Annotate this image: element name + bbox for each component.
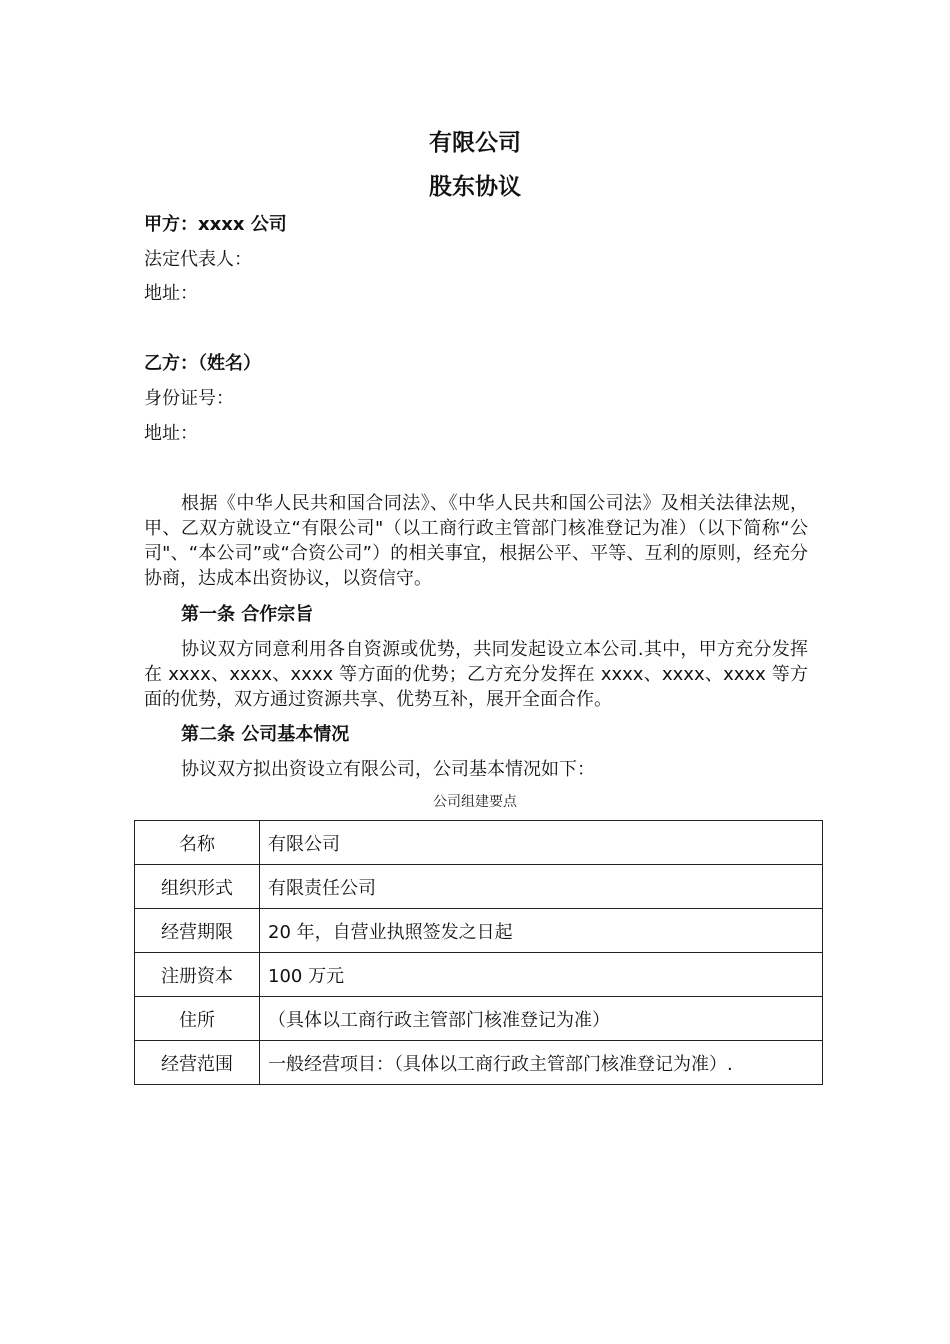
document-title-company: 有限公司 [429,130,521,156]
party-b-address: 地址： [144,423,198,444]
table-row [135,865,823,909]
table-row [135,909,823,953]
row-key-capital: 注册资本 [135,953,260,997]
row-key-domicile: 住所 [135,997,260,1041]
article-1-body: 协议双方同意利用各自资源或优势，共同发起设立本公司.其中，甲方充分发挥在 xxxx、xxxx、xxxx 等方面的优势；乙方充分发挥在 xxxx、xxxx、xxxx 等方面的优势，双方通过资源共享、优势互补，展开全面合作。 [144,639,808,710]
party-b-heading: 乙方：（姓名） [144,353,261,374]
table-caption: 公司组建要点 [433,794,517,810]
row-value-scope: 一般经营项目：（具体以工商行政主管部门核准登记为准）. [260,1041,823,1085]
party-b-id-number: 身份证号： [144,388,234,409]
table-row [135,953,823,997]
table-row [135,821,823,865]
row-key-term: 经营期限 [135,909,260,953]
table-row [135,1041,823,1085]
document-title-agreement: 股东协议 [429,174,521,200]
row-key-scope: 经营范围 [135,1041,260,1085]
table-row [135,997,823,1041]
row-value-term: 20 年，自营业执照签发之日起 [260,909,823,953]
row-value-capital: 100 万元 [260,953,823,997]
party-a-legal-rep: 法定代表人： [144,249,252,270]
article-2-heading: 第二条 公司基本情况 [181,724,350,745]
company-info-table [134,820,823,1085]
row-key-org-form: 组织形式 [135,865,260,909]
preamble-paragraph: 根据《中华人民共和国合同法》、《中华人民共和国公司法》及相关法律法规，甲、乙双方就设立“有限公司"（以工商行政主管部门核准登记为准）（以下简称“公司"、“本公司”或“合资公司”）的相关事宜，根据公平、平等、互利的原则，经充分协商，达成本出资协议，以资信守。 [144,493,808,589]
party-a-heading: 甲方：xxxx 公司 [144,214,287,235]
row-value-domicile: （具体以工商行政主管部门核准登记为准） [260,997,823,1041]
article-1-heading: 第一条 合作宗旨 [181,604,314,625]
article-2-intro: 协议双方拟出资设立有限公司，公司基本情况如下： [181,759,595,780]
row-value-name: 有限公司 [260,821,823,865]
row-key-name: 名称 [135,821,260,865]
party-a-address: 地址： [144,283,198,304]
row-value-org-form: 有限责任公司 [260,865,823,909]
